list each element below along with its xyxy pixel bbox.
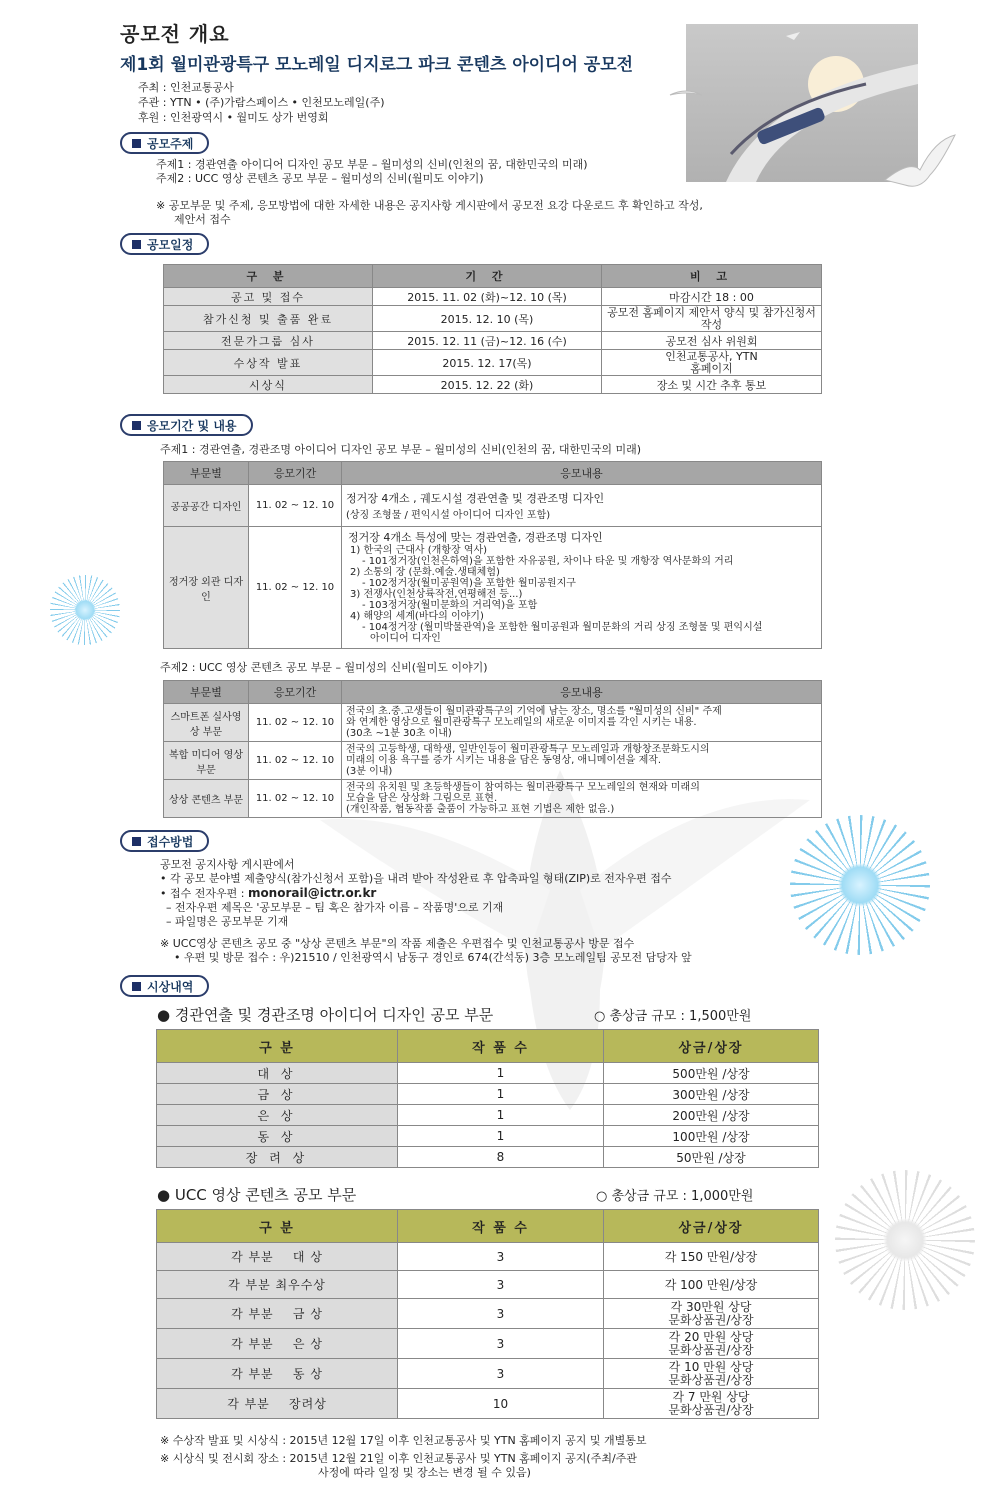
row-note: 장소 및 시간 추후 통보 [602,376,822,394]
awards1-table [156,1029,819,1168]
row-content: 전국의 유치원 및 초등학생들이 참여하는 월미관광특구 모노레일의 현재와 미래의 모습을 담은 상상화 그림으로 표현. (개인작품, 협동작품 출품이 가능하고 표현 기법은 제한 없음.) [342,780,822,818]
theme-note-line-1: ※ 공모부문 및 주제, 응모방법에 대한 자세한 내용은 공지사항 게시판에서 공모전 요강 다운로드 후 확인하고 작성, [156,199,703,212]
page-title: 공모전 개요 [120,22,230,46]
row-label: 정거장 외관 디자인 [164,527,249,649]
row-label: 공고 및 접수 [164,288,373,306]
submit-line: – 파일명은 공모부문 기재 [166,915,289,928]
theme-note [156,199,703,227]
firework-icon [835,1170,975,1310]
bullet-icon [132,421,141,430]
row-count: 3 [398,1299,604,1329]
col-header: 작 품 수 [398,1210,604,1243]
col-header: 응모기간 [249,462,342,485]
organizer-sponsor: 후원 : 인천광역시 • 월미도 상가 번영회 [138,111,329,124]
col-header: 작 품 수 [398,1030,604,1063]
row-prize: 500만원 /상장 [604,1063,819,1084]
row-label: 수상작 발표 [164,350,373,376]
organizer-manager: 주관 : YTN • (주)가람스페이스 • 인천모노레일(주) [138,96,385,109]
section-awards [120,975,209,997]
row-label: 금 상 [157,1084,398,1105]
firework-icon [790,815,930,955]
email-link[interactable]: monorail@ictr.or.kr [247,886,377,900]
row-count: 1 [398,1126,604,1147]
row-prize: 300만원 /상장 [604,1084,819,1105]
row-label: 공공공간 디자인 [164,485,249,527]
submit-email-line: • 접수 전자우편 : monorail@ictr.or.kr [160,886,377,900]
row-count: 3 [398,1329,604,1359]
footer-note: 사정에 따라 일정 및 장소는 변경 될 수 있음) [318,1466,531,1479]
section-theme [120,132,209,154]
period2-intro: 주제2 : UCC 영상 콘텐츠 공모 부문 – 월미성의 신비(월미도 이야기) [160,661,488,674]
row-label: 상상 콘텐츠 부문 [164,780,249,818]
row-count: 3 [398,1243,604,1271]
row-count: 10 [398,1389,604,1419]
row-count: 1 [398,1105,604,1126]
col-header: 상금/상장 [604,1210,819,1243]
row-count: 8 [398,1147,604,1168]
section-period [120,414,253,436]
row-label: 은 상 [157,1105,398,1126]
row-count: 3 [398,1271,604,1299]
awards1-title: ● 경관연출 및 경관조명 아이디어 디자인 공모 부문 [157,1006,494,1024]
row-prize: 각 20 만원 상당 문화상품권/상장 [604,1329,819,1359]
row-prize: 100만원 /상장 [604,1126,819,1147]
col-header: 구 분 [157,1030,398,1063]
row-label: 각 부분 은 상 [157,1329,398,1359]
row-note: 공모전 홈페이지 제안서 양식 및 참가신청서 작성 [602,306,822,332]
row-prize: 50만원 /상장 [604,1147,819,1168]
col-header: 응모내용 [342,681,822,704]
row-label: 각 부분 금 상 [157,1299,398,1329]
submit-note [160,937,692,965]
row-prize: 200만원 /상장 [604,1105,819,1126]
col-header: 부문별 [164,462,249,485]
col-header: 상금/상장 [604,1030,819,1063]
row-period: 2015. 12. 10 (목) [373,306,602,332]
col-header: 부문별 [164,681,249,704]
row-period: 11. 02 ~ 12. 10 [249,527,342,649]
row-period: 2015. 12. 17(목) [373,350,602,376]
awards2-total: ○ 총상금 규모 : 1,000만원 [596,1189,754,1204]
row-period: 11. 02 ~ 12. 10 [249,780,342,818]
row-period: 2015. 12. 11 (금)~12. 16 (수) [373,332,602,350]
awards2-title: ● UCC 영상 콘텐츠 공모 부문 [157,1186,357,1204]
col-header: 비 고 [602,265,822,288]
row-label: 장 려 상 [157,1147,398,1168]
submit-line: 공모전 공지사항 게시판에서 [160,858,295,871]
section-label: 시상내역 [147,979,194,994]
row-note: 공모전 심사 위원회 [602,332,822,350]
row-content: 전국의 고등학생, 대학생, 일반인등이 월미관광특구 모노레일과 개항창조문화도시의 미래의 이용 욕구를 증가 시키는 내용을 담은 동영상, 애니메이션을 제작. (3분 이내) [342,742,822,780]
row-count: 3 [398,1359,604,1389]
row-note: 인천교통공사, YTN 홈페이지 [602,350,822,376]
col-header: 응모내용 [342,462,822,485]
theme-line-2: 주제2 : UCC 영상 콘텐츠 공모 부문 – 월미성의 신비(월미도 이야기) [156,172,484,185]
submit-note-line: ※ UCC영상 콘텐츠 공모 중 "상상 콘텐츠 부문"의 작품 제출은 우편접수 및 인천교통공사 방문 접수 [160,937,635,950]
col-header: 기 간 [373,265,602,288]
row-content: 전국의 초.중.고생들이 월미관광특구의 기억에 남는 장소, 명소를 "월미성의 신비" 주제 와 연계한 영상으로 월미관광특구 모노레일의 새로운 이미지를 각인 시키는 내용. (30초 ~1분 30초 이내) [342,704,822,742]
footer-notes [160,1434,647,1480]
row-content: 정거장 4개소 특성에 맞는 경관연출, 경관조명 디자인 1) 한국의 근대사 (개항장 역사) - 101정거장(인천은하역)을 포함한 자유공원, 차이나 타운 및 개항장 역사문화의 거리 2) 소통의 장 (문화.예술.생태체험) - 102정거장(월미공원역)을 포함한 월미공원지구 3) 전쟁사(인천상륙작전,연평해전 등...) - 103정거장(월미문화의 거리역)을 포함 4) 해양의 세계(바다의 이야기) - 104정거장 (월미박물관역)을 포함한 월미공원과 월미문화의 거리 상징 조형물 및 편익시설 아이디어 디자인 [342,527,822,649]
row-label: 각 부분 장려상 [157,1389,398,1419]
section-label: 접수방법 [147,834,194,849]
submit-line: • 각 공모 분야별 제출양식(참가신청서 포함)을 내려 받아 작성완료 후 압축파일 형태(ZIP)로 전자우편 접수 [160,872,672,885]
section-submit [120,830,209,852]
footer-note: ※ 시상식 및 전시회 장소 : 2015년 12월 21일 이후 인천교통공사 및 YTN 홈페이지 공지(주최/주관 [160,1452,637,1465]
row-content: 정거장 4개소 , 궤도시설 경관연출 및 경관조명 디자인 (상징 조형물 / 편익시설 아이디어 디자인 포함) [342,485,822,527]
row-label: 전문가그룹 심사 [164,332,373,350]
col-header: 응모기간 [249,681,342,704]
bullet-icon [132,982,141,991]
footer-note: ※ 수상작 발표 및 시상식 : 2015년 12월 17일 이후 인천교통공사 및 YTN 홈페이지 공지 및 개별통보 [160,1434,647,1447]
submit-note-line: • 우편 및 방문 접수 : 우)21510 / 인천광역시 남동구 경인로 674(간석동) 3층 모노레일팀 공모전 담당자 앞 [174,951,692,964]
row-prize: 각 7 만원 상당 문화상품권/상장 [604,1389,819,1419]
seagull-icon [880,130,960,200]
row-period: 2015. 12. 22 (화) [373,376,602,394]
firework-icon [50,575,120,645]
contest-title: 제1회 월미관광특구 모노레일 디지로그 파크 콘텐츠 아이디어 공모전 [120,55,634,75]
row-label: 시상식 [164,376,373,394]
submit-line: – 전자우편 제목은 '공모부문 – 팀 혹은 참가자 이름 – 작품명'으로 기재 [166,901,504,914]
row-period: 11. 02 ~ 12. 10 [249,704,342,742]
period1-table [163,461,822,649]
row-label: 각 부분 최우수상 [157,1271,398,1299]
awards1-total: ○ 총상금 규모 : 1,500만원 [594,1009,752,1024]
row-label: 참가신청 및 출품 완료 [164,306,373,332]
section-label: 공모일정 [147,237,194,252]
bullet-icon [132,837,141,846]
row-label: 복합 미디어 영상부문 [164,742,249,780]
col-header: 구 분 [157,1210,398,1243]
bullet-icon [132,139,141,148]
organizer-host: 주최 : 인천교통공사 [138,81,234,94]
row-period: 11. 02 ~ 12. 10 [249,742,342,780]
awards2-table [156,1209,819,1419]
section-schedule [120,233,209,255]
row-label: 스마트폰 실사영상 부문 [164,704,249,742]
section-label: 공모주제 [147,136,194,151]
row-label: 동 상 [157,1126,398,1147]
row-prize: 각 100 만원/상장 [604,1271,819,1299]
row-count: 1 [398,1063,604,1084]
period2-table [163,680,822,818]
row-period: 11. 02 ~ 12. 10 [249,485,342,527]
row-count: 1 [398,1084,604,1105]
theme-text [156,158,588,186]
row-label: 각 부분 대 상 [157,1243,398,1271]
section-label: 응모기간 및 내용 [147,418,237,433]
row-note: 마감시간 18 : 00 [602,288,822,306]
organizer-list [138,80,385,125]
period1-intro: 주제1 : 경관연출, 경관조명 아이디어 디자인 공모 부문 – 월미성의 신비(인천의 꿈, 대한민국의 미래) [160,443,642,456]
row-prize: 각 10 만원 상당 문화상품권/상장 [604,1359,819,1389]
row-period: 2015. 11. 02 (화)~12. 10 (목) [373,288,602,306]
row-prize: 각 30만원 상당 문화상품권/상장 [604,1299,819,1329]
row-label: 대 상 [157,1063,398,1084]
schedule-table [163,264,822,394]
row-label: 각 부분 동 상 [157,1359,398,1389]
theme-note-line-2: 제안서 접수 [174,213,231,226]
theme-line-1: 주제1 : 경관연출 아이디어 디자인 공모 부문 – 월미성의 신비(인천의 꿈, 대한민국의 미래) [156,158,588,171]
row-prize: 각 150 만원/상장 [604,1243,819,1271]
submit-text [160,858,672,929]
seagull-icon [668,85,704,105]
bullet-icon [132,240,141,249]
col-header: 구 분 [164,265,373,288]
